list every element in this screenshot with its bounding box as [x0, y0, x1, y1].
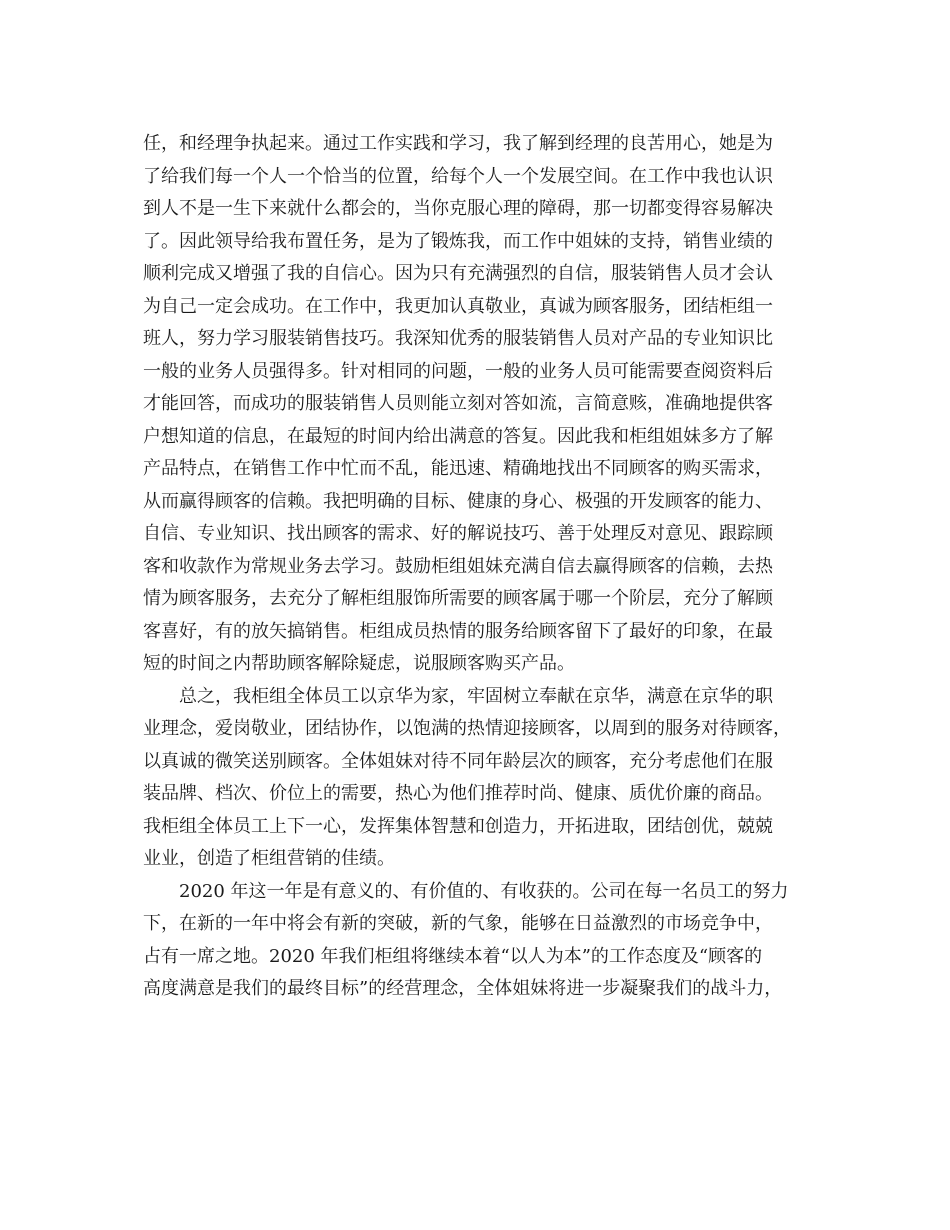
text-line: 任，和经理争执起来。通过工作实践和学习，我了解到经理的良苦用心，她是为: [143, 133, 773, 154]
text-line: 从而赢得顾客的信赖。我把明确的目标、健康的身心、极强的开发顾客的能力、: [143, 490, 773, 512]
text-line: 短的时间之内帮助顾客解除疑虑，说服顾客购买产品。: [143, 653, 575, 674]
text-line: 我柜组全体员工上下一心，发挥集体智慧和创造力，开拓进取，团结创优，兢兢: [143, 815, 773, 837]
text-line: 下，在新的一年中将会有新的突破，新的气象，能够在日益激烈的市场竞争中，: [143, 913, 773, 934]
paragraph-2: [143, 681, 801, 876]
text-line: 户想知道的信息，在最短的时间内给出满意的答复。因此我和柜组姐妹多方了解: [143, 425, 773, 447]
text-line: 了给我们每一个人一个恰当的位置，给每个人一个发展空间。在工作中我也认识: [143, 165, 773, 187]
text-line: 自信、专业知识、找出顾客的需求、好的解说技巧、善于处理反对意见、跟踪顾: [143, 523, 773, 544]
text-line: 2020 年这一年是有意义的、有价值的、有收获的。公司在每一名员工的努力: [179, 880, 789, 902]
text-line: 了。因此领导给我布置任务，是为了锻炼我，而工作中姐妹的支持，销售业绩的: [143, 230, 773, 252]
document-body: [143, 128, 801, 1006]
text-line: 才能回答，而成功的服装销售人员则能立刻对答如流，言简意赅，准确地提供客: [143, 393, 773, 414]
text-line: 一般的业务人员强得多。针对相同的问题，一般的业务人员可能需要查阅资料后: [143, 360, 773, 382]
paragraph-1: [143, 128, 801, 681]
text-line: 业业，创造了柜组营销的佳绩。: [143, 848, 395, 869]
text-line: 为自己一定会成功。在工作中，我更加认真敬业，真诚为顾客服务，团结柜组一: [143, 295, 773, 317]
text-line: 产品特点，在销售工作中忙而不乱，能迅速、精确地找出不同顾客的购买需求，: [143, 458, 773, 479]
text-line: 班人，努力学习服装销售技巧。我深知优秀的服装销售人员对产品的专业知识比: [143, 328, 773, 349]
text-line: 业理念，爱岗敬业，团结协作，以饱满的热情迎接顾客，以周到的服务对待顾客，: [143, 718, 791, 739]
text-line: 总之，我柜组全体员工以京华为家，牢固树立奉献在京华，满意在京华的职: [179, 685, 773, 707]
text-line: 顺利完成又增强了我的自信心。因为只有充满强烈的自信，服装销售人员才会认: [143, 263, 773, 284]
text-line: 装品牌、档次、价位上的需要，热心为他们推荐时尚、健康、质优价廉的商品。: [143, 783, 773, 804]
text-line: 客和收款作为常规业务去学习。鼓励柜组姐妹充满自信去赢得顾客的信赖，去热: [143, 555, 773, 577]
text-line: 到人不是一生下来就什么都会的，当你克服心理的障碍，那一切都变得容易解决: [143, 198, 773, 219]
paragraph-3: [143, 876, 801, 1006]
text-line: 以真诚的微笑送别顾客。全体姐妹对待不同年龄层次的顾客，充分考虑他们在服: [143, 750, 773, 772]
text-line: 客喜好，有的放矢搞销售。柜组成员热情的服务给顾客留下了最好的印象，在最: [143, 620, 773, 642]
text-line: 情为顾客服务，去充分了解柜组服饰所需要的顾客属于哪一个阶层，充分了解顾: [143, 588, 773, 609]
text-line: 占有一席之地。2020 年我们柜组将继续本着“以人为本”的工作态度及“顾客的: [143, 945, 763, 967]
text-line: 高度满意是我们的最终目标”的经营理念，全体姐妹将进一步凝聚我们的战斗力，: [143, 978, 783, 999]
